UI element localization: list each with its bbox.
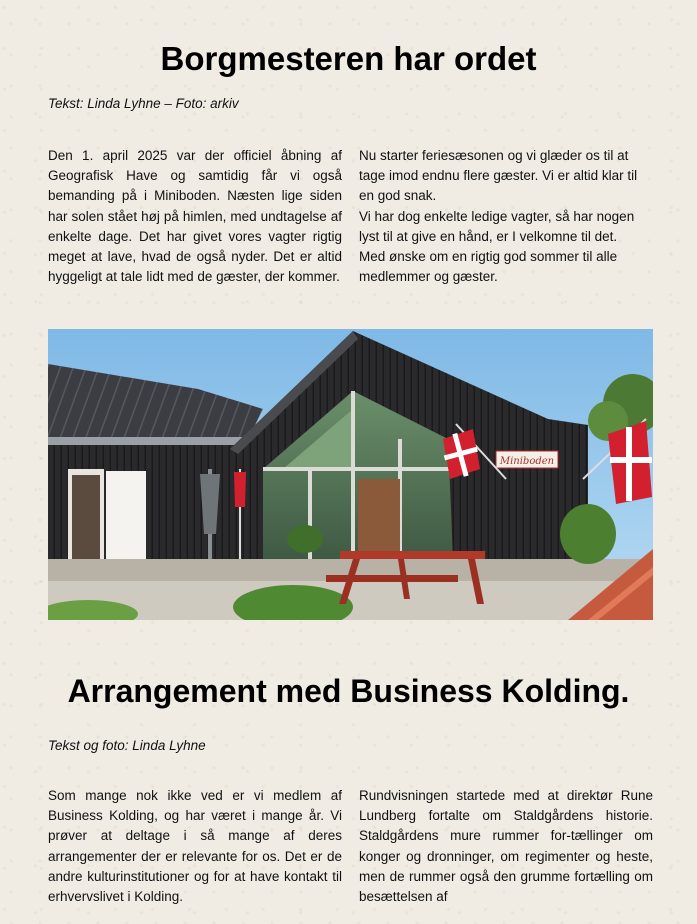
article-photo [48,329,653,620]
article-column-right [359,146,653,287]
article-column-right [359,786,653,907]
paragraph: Den 1. april 2025 var der officiel åbning af Geografisk Have og samtidig får vi også bemanding på i Miniboden. Næsten lige siden har solen stået høj på himlen, med undtagelse af enkelte dage. Det har givet vores vagter rigtig meget at lave, hvad de også nyder. Det er altid hyggeligt at tale lidt med de gæster, der kommer. [48,148,342,285]
article-column-left [48,786,342,907]
paragraph: Rundvisningen startede med at direktør Rune Lundberg fortalte om Staldgårdens historie. Staldgårdens mure rummer for-tællinger om konger og dronninger, om regimenter og heste, men de rummer også den grumme fortælling om besættelsen af [359,788,653,905]
article-title: Arrangement med Business Kolding. [67,673,630,709]
paragraph: Som mange nok ikke ved er vi medlem af Business Kolding, og har været i mange år. Vi prøver at deltage i så mange af deres arrangementer der er relevante for os. Det er de andre kulturinstitutioner og for at have kontakt til erhvervslivet i Kolding. [48,788,342,905]
article-byline: Tekst: Linda Lyhne – Foto: arkiv [48,96,239,111]
article-column-left [48,146,342,287]
article-title: Borgmesteren har ordet [160,40,537,77]
minibod-sign-text: Miniboden [499,456,555,467]
paragraph: Med ønske om en rigtig god sommer til alle medlemmer og gæster. [359,249,618,285]
paragraph: Vi har dog enkelte ledige vagter, så har nogen lyst til at give en hånd, er I velkomne til det. [359,208,635,244]
paragraph: Nu starter feriesæsonen og vi glæder os til at tage imod endnu flere gæster. Vi er altid klar til en god snak. [359,148,638,204]
article-byline: Tekst og foto: Linda Lyhne [48,738,206,753]
